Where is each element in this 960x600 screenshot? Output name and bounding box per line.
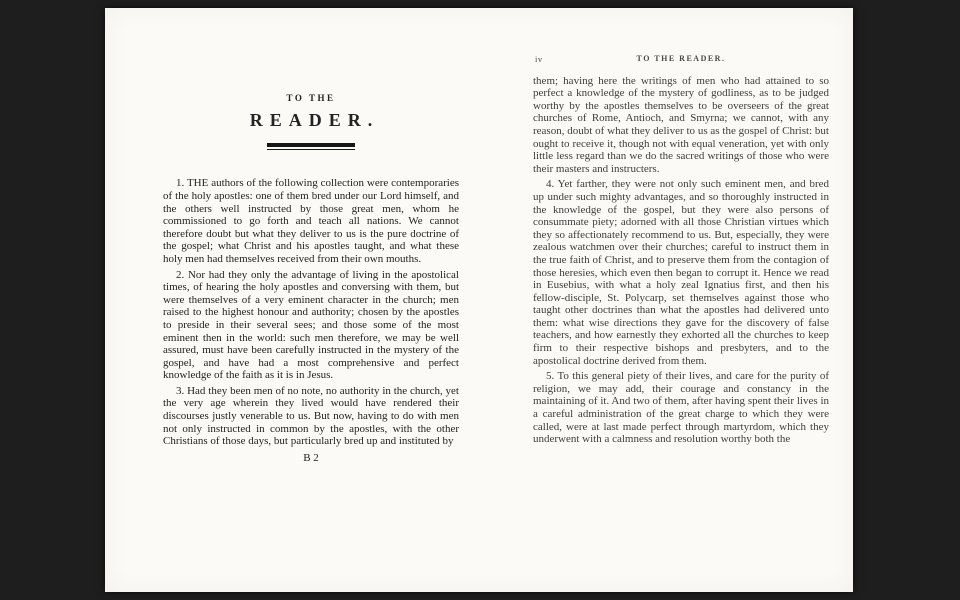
title-rule-thick [267,143,355,147]
title-rule-thin [267,149,355,150]
right-page-header [533,53,829,66]
left-page-body [163,177,459,464]
paragraph: 2. Nor had they only the advantage of living in the apostolical times, of hearing the holy apostles and conversing with them, but were themselves of a very eminent character in the church; men raised to the highest honour and authority; chosen by the apostles to preside in their several sees; and those some of the most eminent then in the world: such men therefore, we may be well assured, must have been carefully instructed in the mystery of the gospel, and have had a most comprehensive and perfect knowledge of the faith as it is in Jesus. [163,268,459,382]
right-page [533,8,829,449]
left-page-heading-small: TO THE [286,93,336,103]
paragraph-continuation: them; having here the writings of men who had attained to so perfect a knowledge of the mystery of godliness, as to be judged worthy by the apostles themselves to be overseers of the great churches of Rome, Antioch, and Smyrna; we cannot, with any reason, doubt of what they deliver to us as the gospel of Christ: but ought to receive it, though not with equal veneration, yet with only little less regard than we do the sacred writings of those who were their masters and instructers. [533,74,829,175]
left-page-title: READER. [249,109,380,130]
signature-mark: B 2 [303,451,319,464]
paragraph: 5. To this general piety of their lives, and care for the purity of religion, we may add, their courage and constancy in the maintaining of it. And two of them, after having spent their lives in a careful administration of the great charge to which they were called, were at last made perfect through martyrdom, which they underwent with a calmness and resolution worthy both the [533,370,829,446]
right-page-body [533,75,829,446]
paragraph: 1. THE authors of the following collection were contemporaries of the holy apostles: one of them bred under our Lord himself, and the others well instructed by those great men, whom he commissioned to go forth and teach all nations. We cannot therefore doubt but what they deliver to us is the pure doctrine of the gospel; what Christ and his apostles taught, and what these holy men had themselves received from their own mouths. [163,177,459,265]
paragraph: 4. Yet farther, they were not only such eminent men, and bred up under such mighty advantages, and so thoroughly instructed in the knowledge of the gospel, but they were also persons of consummate piety; adorned with all those Christian virtues which they so affectionately recommend to us. But, especially, they were zealous watchmen over their churches; careful to instruct them in the true faith of Christ, and to preserve them from the contagion of those heresies, which even then began to corrupt it. Hence we read in Eusebius, with what a holy zeal Ignatius first, and then his fellow-disciple, St. Polycarp, set themselves against those who taught other doctrines than what the apostles had delivered unto them: what wise directions they gave for the discovery of false teachers, and how earnestly they exhorted all the churches to keep firm to their respective bishops and presbyters, and to the apostolical doctrine derived from them. [533,178,829,367]
running-head: TO THE READER. [636,54,726,63]
left-page [163,8,459,464]
paragraph: 3. Had they been men of no note, no authority in the church, yet the very age wherein they lived would have rendered their discourses justly venerable to us. But now, having to do with men not only instructed in common by the apostles, with the other Christians of those days, but particularly bred up and instituted by [163,384,459,448]
title-ornament [267,143,355,150]
book-page-spread [105,8,853,592]
page-number: iv [535,54,543,64]
